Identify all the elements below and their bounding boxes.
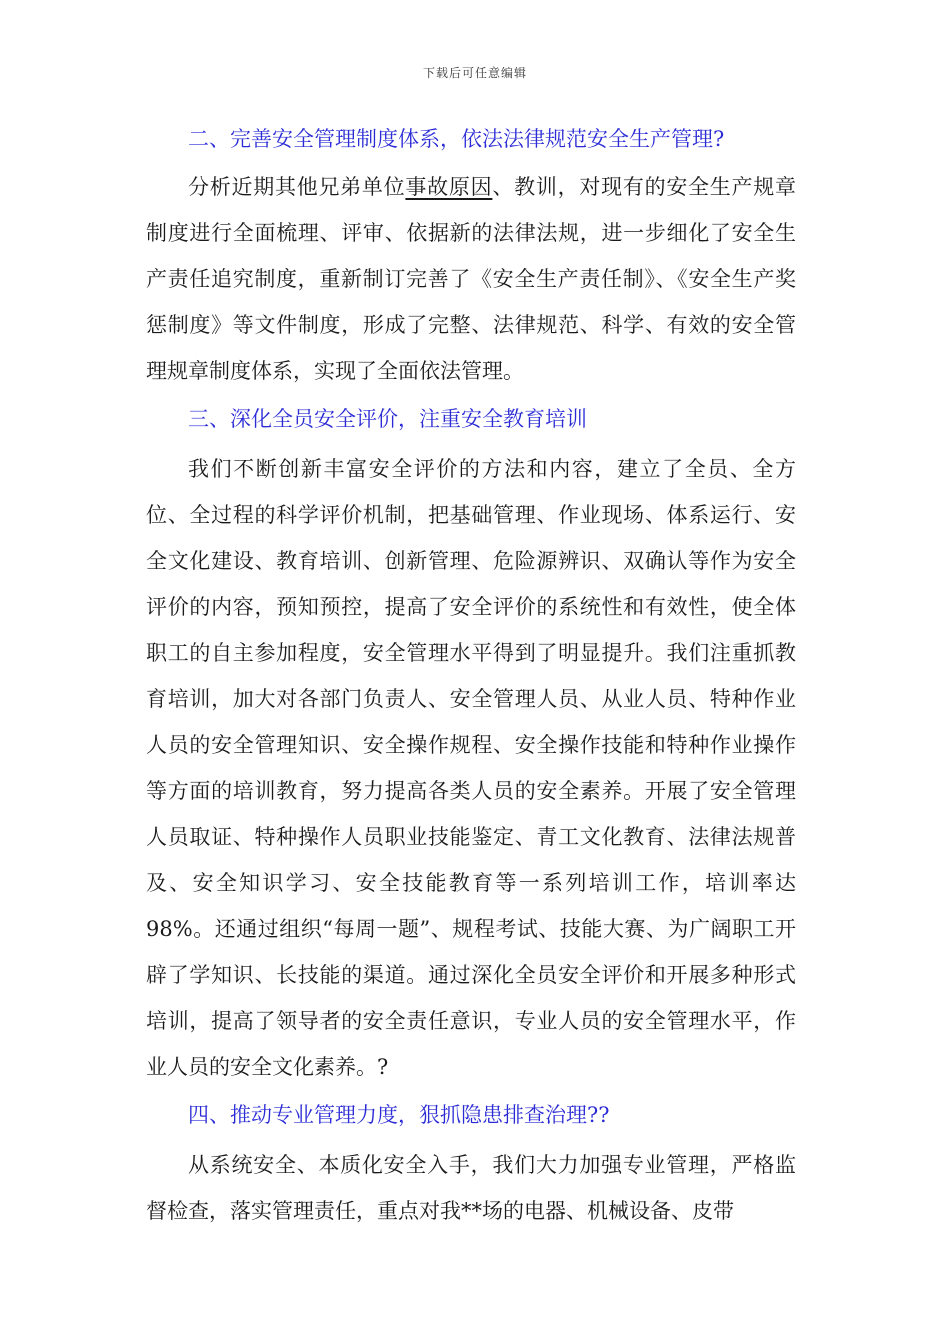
- section-2-paragraph: [146, 164, 796, 394]
- section-3-paragraph: 我们不断创新丰富安全评价的方法和内容，建立了全员、全方位、全过程的科学评价机制，把基础管理、作业现场、体系运行、安全文化建设、教育培训、创新管理、危险源辨识、双确认等作为安全评价的内容，预知预控，提高了安全评价的系统性和有效性，使全体职工的自主参加程度，安全管理水平得到了明显提升。我们注重抓教育培训，加大对各部门负责人、安全管理人员、从业人员、特种作业人员的安全管理知识、安全操作规程、安全操作技能和特种作业操作等方面的培训教育，努力提高各类人员的安全素养。开展了安全管理人员取证、特种操作人员职业技能鉴定、青工文化教育、法律法规普及、安全知识学习、安全技能教育等一系列培训工作，培训率达98%。还通过组织“每周一题”、规程考试、技能大赛、为广阔职工开辟了学知识、长技能的渠道。通过深化全员安全评价和开展多种形式培训，提高了领导者的安全责任意识，专业人员的安全管理水平，作业人员的安全文化素养。?: [146, 457, 796, 1079]
- section-2-paragraph-start: 分析近期其他兄弟单位: [188, 175, 406, 199]
- document-body: [146, 116, 796, 1234]
- accident-cause-underlined-text: 事故原因: [405, 175, 493, 199]
- section-3-heading: 三、深化全员安全评价，注重安全教育培训: [188, 407, 587, 431]
- section-2-heading: 二、完善安全管理制度体系，依法法律规范安全生产管理?: [188, 127, 725, 151]
- page-header-note: 下载后可任意编辑: [422, 66, 527, 80]
- section-4-paragraph: 从系统安全、本质化安全入手，我们大力加强专业管理，严格监督检查，落实管理责任，重点对我**场的电器、机械设备、皮带: [146, 1153, 796, 1223]
- section-4-heading: 四、推动专业管理力度，狠抓隐患排查治理??: [188, 1103, 610, 1127]
- section-2-paragraph-rest: 、教训，对现有的安全生产规章制度进行全面梳理、评审、依据新的法律法规，进一步细化了安全生产责任追究制度，重新制订完善了《安全生产责任制》、《安全生产奖惩制度》等文件制度，形成了完整、法律规范、科学、有效的安全管理规章制度体系，实现了全面依法管理。: [146, 175, 797, 383]
